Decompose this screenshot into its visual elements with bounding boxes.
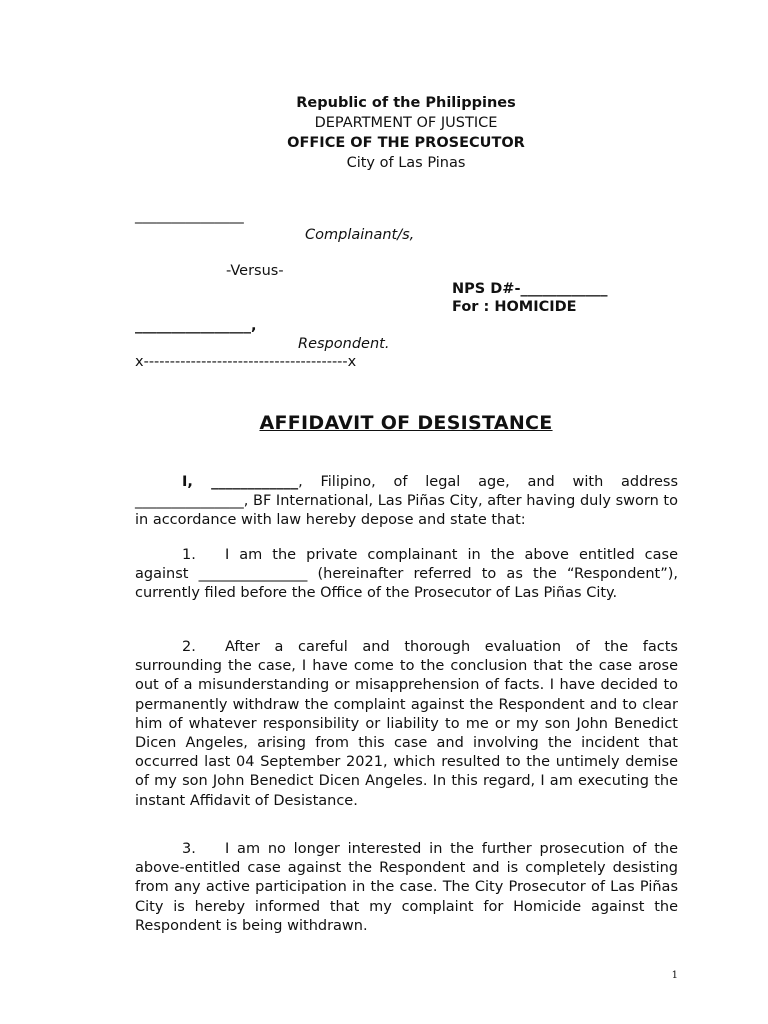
paragraph-number: 2. <box>182 639 196 655</box>
header-office: OFFICE OF THE PROSECUTOR <box>287 135 525 151</box>
paragraph-number: 1. <box>182 547 196 563</box>
header-department: DEPARTMENT OF JUSTICE <box>314 115 498 131</box>
document-header <box>0 93 768 173</box>
header-republic: Republic of the Philippines <box>296 95 516 111</box>
header-city: City of Las Pinas <box>346 155 466 171</box>
complainant-blank: _______________ <box>135 208 244 224</box>
nps-docket-label: NPS D#-____________ <box>452 281 608 297</box>
respondent-label: Respondent. <box>298 336 390 352</box>
paragraph-text: I am the private complainant in the above entitled case against _______________ (hereinafter referred to as the “Respondent”), currently filed before the Office of the Prosecutor of Las Piñas City. <box>135 547 678 602</box>
affiant-name-blank: I, ____________ <box>182 474 299 490</box>
paragraph-number: 3. <box>182 841 196 857</box>
respondent-blank: ________________, <box>135 318 257 334</box>
paragraph-text: I am no longer interested in the further prosecution of the above-entitled case against the Respondent and is completely desisting from any active participation in the case. The City Prosecutor of Las Piñas City is hereby informed that my complaint for Homicide against the Respondent is being withdrawn. <box>135 841 678 934</box>
intro-text: , Filipino, of legal age, and with address _______________, BF International, Las Piñas City, after having duly sworn to in accordance with law hereby depose and state that: <box>135 474 678 529</box>
versus-label: -Versus- <box>226 263 284 279</box>
complainant-label: Complainant/s, <box>305 227 415 243</box>
caption-separator: x---------------------------------------x <box>135 354 357 370</box>
intro-paragraph <box>135 473 678 531</box>
page-number: 1 <box>671 970 678 981</box>
paragraph-2 <box>135 638 678 811</box>
paragraph-text: After a careful and thorough evaluation of the facts surrounding the case, I have come to the conclusion that the case arose out of a misunderstanding or misapprehension of facts. I have decided to permanently withdraw the complaint against the Respondent and to clear him of whatever responsibility or liability to me or my son John Benedict Dicen Angeles, arising from this case and involving the incident that occurred last 04 September 2021, which resulted to the untimely demise of my son John Benedict Dicen Angeles. In this regard, I am executing the instant Affidavit of Desistance. <box>135 639 678 809</box>
document-title: AFFIDAVIT OF DESISTANCE <box>259 412 553 434</box>
paragraph-1 <box>135 546 678 604</box>
case-type-label: For : HOMICIDE <box>452 299 577 315</box>
paragraph-3 <box>135 840 678 936</box>
